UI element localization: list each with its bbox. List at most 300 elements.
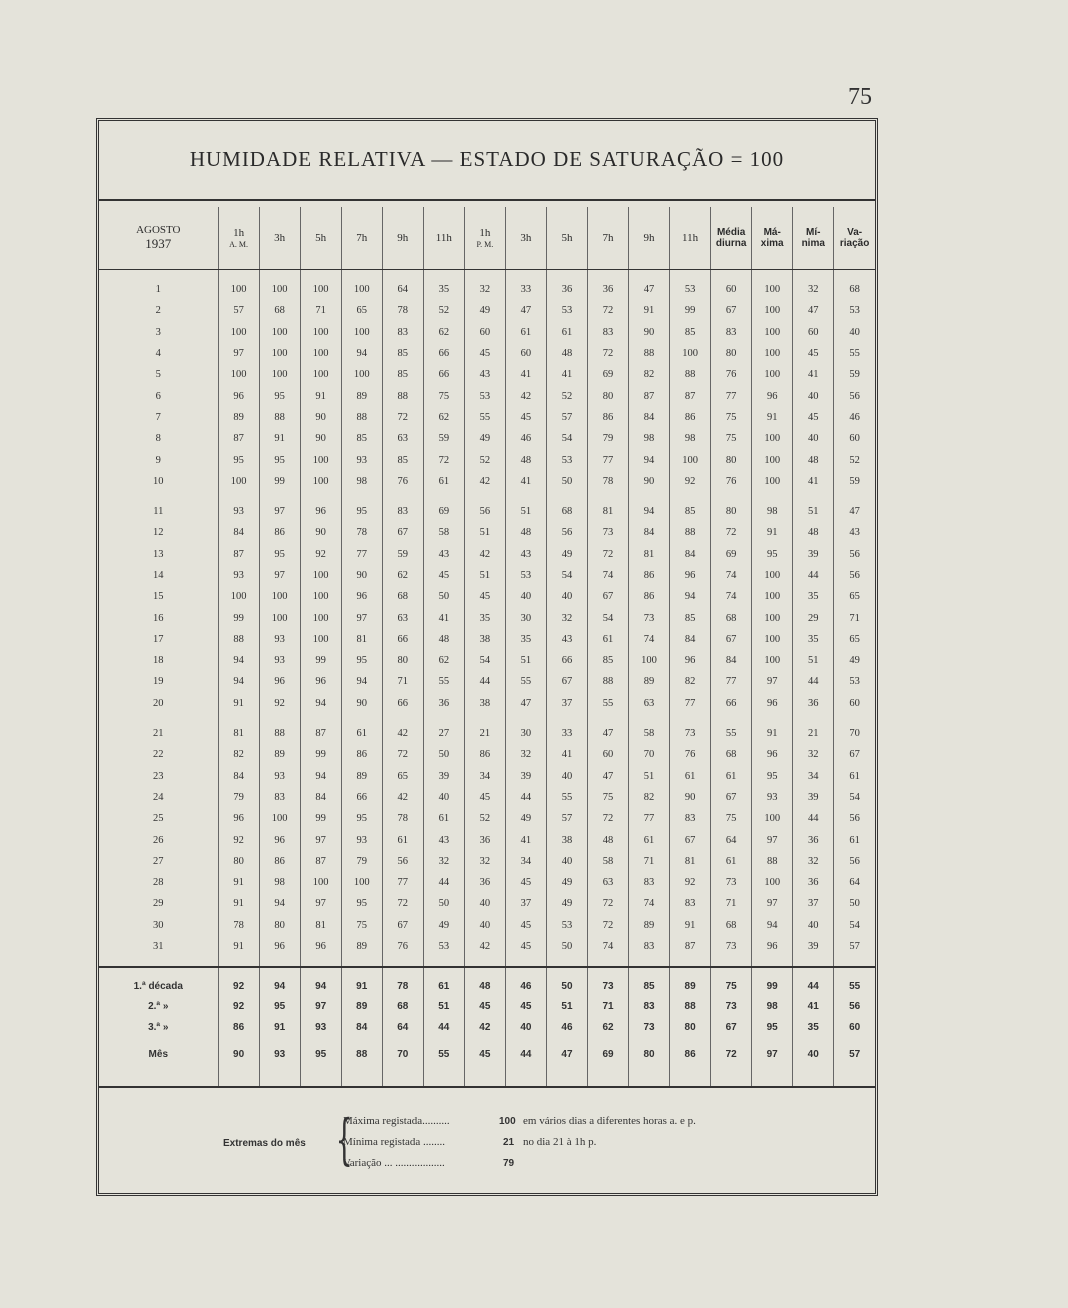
spacer-cell [834, 492, 875, 501]
table-cell: 84 [629, 407, 670, 428]
table-cell: 72 [382, 893, 423, 914]
table-cell: 60 [834, 428, 875, 449]
table-cell: 61 [341, 723, 382, 744]
table-row [99, 829, 875, 850]
table-cell: 37 [793, 893, 834, 914]
table-cell: 88 [382, 385, 423, 406]
table-cell: 69 [711, 544, 752, 565]
header-col-11 [629, 207, 670, 270]
spacer-cell [711, 957, 752, 967]
table-cell: 40 [546, 851, 587, 872]
table-cell: 63 [382, 607, 423, 628]
spacer-cell [300, 1072, 341, 1087]
table-cell: 93 [218, 565, 259, 586]
table-cell: 91 [341, 976, 382, 997]
table-cell: 100 [341, 322, 382, 343]
table-cell: 96 [670, 565, 711, 586]
table-cell: 93 [259, 1038, 300, 1072]
header-col-line1: 7h [356, 231, 368, 244]
spacer-cell [218, 1072, 259, 1087]
table-cell: 80 [218, 851, 259, 872]
table-cell: 100 [752, 364, 793, 385]
table-cell: 41 [793, 471, 834, 492]
header-col-line2: xima [760, 238, 784, 249]
header-col-line2: nima [801, 238, 825, 249]
table-cell: 92 [218, 976, 259, 997]
table-cell: 94 [300, 976, 341, 997]
extremes-label: Extremas do mês [223, 1138, 306, 1149]
table-cell: 53 [423, 936, 464, 957]
table-cell: 100 [300, 629, 341, 650]
table-cell: 55 [587, 693, 628, 714]
spacer-cell [546, 492, 587, 501]
table-cell: 76 [711, 471, 752, 492]
table-cell: 35 [793, 1017, 834, 1038]
table-cell: 89 [259, 744, 300, 765]
table-cell: 83 [670, 808, 711, 829]
spacer-cell [341, 1072, 382, 1087]
table-cell: 35 [793, 629, 834, 650]
row-label: 3.ª » [148, 1021, 169, 1033]
table-cell: 38 [464, 629, 505, 650]
row-label: 17 [153, 633, 164, 645]
table-cell: 58 [587, 851, 628, 872]
table-cell: 45 [464, 586, 505, 607]
table-cell: 81 [300, 915, 341, 936]
table-cell: 100 [218, 322, 259, 343]
table-cell: 84 [218, 522, 259, 543]
spacer-cell [834, 967, 875, 976]
table-cell: 56 [834, 808, 875, 829]
spacer-cell [99, 1072, 218, 1087]
table-cell: 89 [341, 385, 382, 406]
table-cell: 70 [629, 744, 670, 765]
table-cell: 61 [670, 766, 711, 787]
spacer-cell [587, 492, 628, 501]
table-cell: 46 [505, 428, 546, 449]
table-cell: 74 [629, 629, 670, 650]
table-cell: 100 [341, 364, 382, 385]
table-cell: 50 [546, 936, 587, 957]
table-cell: 73 [587, 522, 628, 543]
table-cell: 98 [752, 501, 793, 522]
table-cell: 97 [259, 565, 300, 586]
table-cell: 79 [341, 851, 382, 872]
spacer-row [99, 270, 875, 280]
table-cell: 64 [382, 279, 423, 300]
spacer-cell [546, 714, 587, 723]
table-cell: 62 [423, 650, 464, 671]
row-label: 27 [153, 855, 164, 867]
table-cell: 70 [834, 723, 875, 744]
table-cell: 99 [300, 808, 341, 829]
header-col-line1: Média [716, 226, 746, 238]
table-cell: 99 [218, 607, 259, 628]
table-cell: 73 [711, 936, 752, 957]
table-cell: 51 [505, 501, 546, 522]
table-cell: 41 [423, 607, 464, 628]
table-cell: 30 [505, 723, 546, 744]
table-cell: 55 [423, 671, 464, 692]
table-cell: 96 [752, 693, 793, 714]
table-cell: 90 [300, 407, 341, 428]
table-cell: 62 [382, 565, 423, 586]
spacer-cell [629, 1072, 670, 1087]
table-cell: 41 [546, 364, 587, 385]
table-cell: 35 [505, 629, 546, 650]
table-cell: 72 [587, 808, 628, 829]
table-cell: 56 [834, 385, 875, 406]
table-cell: 47 [793, 300, 834, 321]
month-row [99, 1038, 875, 1072]
table-cell: 45 [464, 343, 505, 364]
spacer-cell [382, 967, 423, 976]
table-cell: 64 [711, 829, 752, 850]
table-cell: 36 [793, 829, 834, 850]
table-cell: 85 [587, 650, 628, 671]
table-cell: 96 [259, 936, 300, 957]
table-cell: 91 [670, 915, 711, 936]
table-cell: 87 [218, 428, 259, 449]
table-cell: 96 [259, 671, 300, 692]
table-cell: 60 [464, 322, 505, 343]
table-cell: 68 [711, 607, 752, 628]
table-cell: 98 [670, 428, 711, 449]
table-cell: 100 [300, 471, 341, 492]
table-cell: 42 [464, 544, 505, 565]
table-cell: 40 [505, 586, 546, 607]
table-cell: 66 [423, 364, 464, 385]
table-cell: 59 [834, 471, 875, 492]
spacer-cell [546, 967, 587, 976]
table-cell: 95 [300, 1038, 341, 1072]
table-cell: 94 [300, 766, 341, 787]
table-cell: 49 [464, 300, 505, 321]
table-cell: 92 [300, 544, 341, 565]
table-cell: 71 [711, 893, 752, 914]
table-cell: 56 [546, 522, 587, 543]
table-cell: 96 [752, 385, 793, 406]
header-col-line1: Va- [847, 226, 863, 238]
row-label: 6 [155, 390, 161, 402]
table-cell: 64 [382, 1017, 423, 1038]
table-cell: 50 [546, 471, 587, 492]
table-cell: 61 [546, 322, 587, 343]
row-label: 31 [153, 941, 164, 953]
table-row [99, 544, 875, 565]
table-cell: 65 [834, 629, 875, 650]
table-cell: 72 [423, 449, 464, 470]
table-cell: 84 [711, 650, 752, 671]
table-cell: 88 [341, 1038, 382, 1072]
month-extremes [99, 1108, 875, 1191]
table-cell: 88 [752, 851, 793, 872]
table-cell: 27 [423, 723, 464, 744]
table-cell: 45 [423, 565, 464, 586]
table-cell: 45 [505, 915, 546, 936]
spacer-cell [99, 492, 218, 501]
table-cell: 36 [793, 872, 834, 893]
row-label: 1.ª década [133, 980, 183, 992]
table-cell: 59 [423, 428, 464, 449]
header-col-line2: riação [839, 238, 870, 249]
spacer-cell [793, 957, 834, 967]
row-label: 4 [155, 348, 161, 360]
table-cell: 100 [752, 449, 793, 470]
header-row [99, 207, 875, 270]
extreme-var-value: 79 [503, 1158, 515, 1169]
table-cell: 95 [341, 501, 382, 522]
table-cell: 51 [629, 766, 670, 787]
table-cell: 46 [546, 1017, 587, 1038]
row-label: 22 [153, 749, 164, 761]
table-cell: 68 [711, 915, 752, 936]
table-cell: 100 [341, 279, 382, 300]
table-cell: 45 [464, 787, 505, 808]
table-cell: 84 [218, 766, 259, 787]
table-cell: 35 [793, 586, 834, 607]
table-cell: 45 [505, 872, 546, 893]
table-row [99, 364, 875, 385]
table-row [99, 650, 875, 671]
spacer-cell [464, 270, 505, 280]
table-row [99, 407, 875, 428]
table-cell: 94 [300, 693, 341, 714]
table-cell: 32 [464, 851, 505, 872]
spacer-cell [341, 967, 382, 976]
table-cell: 34 [464, 766, 505, 787]
table-cell: 61 [587, 629, 628, 650]
table-cell: 78 [382, 808, 423, 829]
table-cell: 36 [464, 829, 505, 850]
table-cell: 67 [834, 744, 875, 765]
table-cell: 52 [464, 808, 505, 829]
table-cell: 90 [629, 471, 670, 492]
table-cell: 61 [382, 829, 423, 850]
table-cell: 100 [259, 607, 300, 628]
table-cell: 85 [670, 322, 711, 343]
table-cell: 53 [546, 300, 587, 321]
table-cell: 91 [300, 385, 341, 406]
table-cell: 78 [218, 915, 259, 936]
table-row [99, 385, 875, 406]
table-cell: 40 [793, 915, 834, 936]
table-cell: 89 [341, 997, 382, 1018]
table-cell: 99 [300, 744, 341, 765]
table-cell: 86 [670, 1038, 711, 1072]
extreme-max-note: em vários dias a diferentes horas a. e p. [523, 1115, 696, 1127]
spacer-cell [341, 957, 382, 967]
table-cell: 56 [834, 544, 875, 565]
spacer-cell [300, 957, 341, 967]
table-cell: 51 [423, 997, 464, 1018]
table-cell: 81 [670, 851, 711, 872]
spacer-cell [423, 492, 464, 501]
spacer-cell [259, 967, 300, 976]
table-cell: 51 [505, 650, 546, 671]
table-cell: 100 [259, 343, 300, 364]
header-col-13 [711, 207, 752, 270]
table-cell: 86 [629, 565, 670, 586]
table-cell: 83 [587, 322, 628, 343]
table-cell: 47 [505, 300, 546, 321]
table-cell: 92 [670, 872, 711, 893]
table-cell: 74 [711, 565, 752, 586]
row-label: 28 [153, 877, 164, 889]
table-cell: 51 [793, 650, 834, 671]
table-cell: 63 [382, 428, 423, 449]
row-label: 24 [153, 791, 164, 803]
table-cell: 73 [629, 1017, 670, 1038]
row-label: 3 [155, 326, 161, 338]
table-cell: 87 [629, 385, 670, 406]
row-label: 26 [153, 834, 164, 846]
header-col-8 [505, 207, 546, 270]
row-label: Mês [148, 1049, 168, 1061]
table-cell: 77 [587, 449, 628, 470]
header-col-line1: 11h [435, 231, 452, 244]
table-cell: 51 [464, 565, 505, 586]
table-cell: 95 [259, 385, 300, 406]
table-cell: 40 [793, 428, 834, 449]
table-cell: 40 [834, 322, 875, 343]
spacer-cell [629, 957, 670, 967]
table-cell: 73 [711, 997, 752, 1018]
header-month-name: AGOSTO [136, 224, 181, 237]
spacer-cell [341, 270, 382, 280]
table-cell: 55 [711, 723, 752, 744]
table-cell: 91 [218, 872, 259, 893]
table-cell: 94 [259, 893, 300, 914]
table-cell: 48 [423, 629, 464, 650]
table-cell: 100 [300, 279, 341, 300]
table-cell: 66 [423, 343, 464, 364]
table-row [99, 428, 875, 449]
table-cell: 21 [464, 723, 505, 744]
extreme-min-note: no dia 21 à 1h p. [523, 1136, 597, 1148]
table-cell: 42 [382, 787, 423, 808]
table-cell: 73 [587, 976, 628, 997]
table-cell: 61 [629, 829, 670, 850]
spacer-cell [218, 957, 259, 967]
table-body [99, 270, 875, 1087]
table-cell: 39 [505, 766, 546, 787]
table-cell: 97 [752, 829, 793, 850]
table-cell: 41 [793, 364, 834, 385]
table-cell: 88 [259, 723, 300, 744]
extreme-min-label: Mínima registada ........ [343, 1136, 446, 1148]
table-cell: 100 [670, 449, 711, 470]
table-cell: 84 [341, 1017, 382, 1038]
table-cell: 95 [259, 544, 300, 565]
table-cell: 100 [752, 300, 793, 321]
table-cell: 96 [259, 829, 300, 850]
header-col-line1: 9h [397, 231, 409, 244]
spacer-cell [464, 714, 505, 723]
table-cell: 38 [546, 829, 587, 850]
spacer-cell [259, 492, 300, 501]
table-cell: 71 [382, 671, 423, 692]
table-cell: 48 [587, 829, 628, 850]
table-cell: 55 [834, 976, 875, 997]
table-cell: 93 [218, 501, 259, 522]
table-row [99, 851, 875, 872]
summary-row [99, 997, 875, 1018]
table-cell: 94 [752, 915, 793, 936]
table-cell: 80 [382, 650, 423, 671]
header-col-line1: 5h [561, 231, 573, 244]
table-cell: 32 [793, 279, 834, 300]
table-cell: 52 [834, 449, 875, 470]
spacer-cell [587, 714, 628, 723]
table-cell: 77 [711, 385, 752, 406]
table-cell: 85 [382, 364, 423, 385]
spacer-cell [752, 492, 793, 501]
table-cell: 86 [464, 744, 505, 765]
table-cell: 99 [300, 650, 341, 671]
header-col-4 [341, 207, 382, 270]
table-row [99, 522, 875, 543]
table-cell: 45 [793, 407, 834, 428]
header-col-line1: 1h [479, 227, 491, 240]
spacer-cell [218, 714, 259, 723]
table-cell: 72 [587, 915, 628, 936]
table-cell: 87 [670, 936, 711, 957]
table-cell: 96 [218, 808, 259, 829]
row-label: 29 [153, 898, 164, 910]
table-cell: 43 [423, 544, 464, 565]
table-cell: 99 [670, 300, 711, 321]
table-cell: 67 [546, 671, 587, 692]
table-cell: 90 [300, 522, 341, 543]
table-cell: 32 [505, 744, 546, 765]
header-col-16 [834, 207, 875, 270]
table-cell: 91 [752, 407, 793, 428]
spacer-cell [546, 270, 587, 280]
table-row [99, 872, 875, 893]
header-col-14 [752, 207, 793, 270]
table-cell: 68 [382, 586, 423, 607]
table-cell: 87 [218, 544, 259, 565]
table-cell: 51 [546, 997, 587, 1018]
table-cell: 73 [670, 723, 711, 744]
table-cell: 96 [752, 936, 793, 957]
table-cell: 83 [382, 501, 423, 522]
table-cell: 38 [464, 693, 505, 714]
spacer-cell [218, 967, 259, 976]
table-cell: 33 [505, 279, 546, 300]
spacer-cell [464, 957, 505, 967]
spacer-cell [834, 714, 875, 723]
table-cell: 83 [670, 893, 711, 914]
table-cell: 47 [629, 279, 670, 300]
table-cell: 92 [670, 471, 711, 492]
table-cell: 91 [218, 893, 259, 914]
table-cell: 53 [834, 300, 875, 321]
table-cell: 100 [752, 471, 793, 492]
table-cell: 55 [464, 407, 505, 428]
table-cell: 43 [423, 829, 464, 850]
header-col-line1: Má- [763, 226, 781, 238]
table-cell: 96 [300, 671, 341, 692]
table-cell: 100 [259, 364, 300, 385]
table-cell: 95 [341, 893, 382, 914]
table-cell: 93 [341, 829, 382, 850]
table-cell: 59 [382, 544, 423, 565]
header-col-10 [587, 207, 628, 270]
table-cell: 95 [218, 449, 259, 470]
table-cell: 93 [259, 650, 300, 671]
